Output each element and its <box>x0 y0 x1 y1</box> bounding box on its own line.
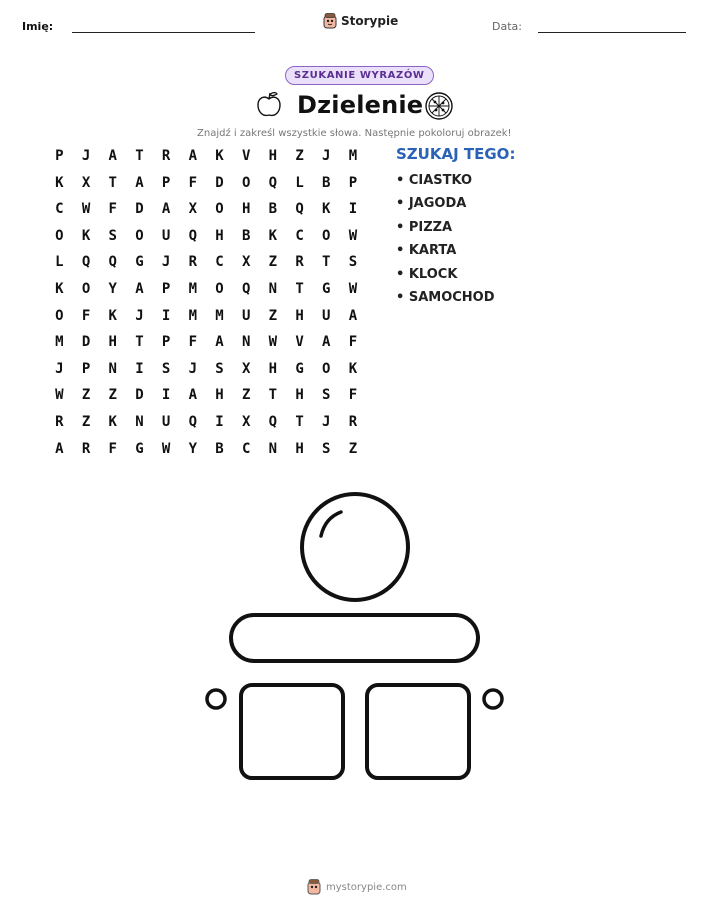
grid-cell[interactable]: M <box>215 307 224 324</box>
grid-cell[interactable]: H <box>295 387 304 404</box>
grid-cell[interactable]: H <box>215 387 224 404</box>
grid-cell[interactable]: F <box>188 174 197 191</box>
grid-cell[interactable]: A <box>108 148 117 164</box>
grid-cell[interactable]: V <box>295 334 304 351</box>
footer-url: mystorypie.com <box>326 881 407 893</box>
grid-cell[interactable]: I <box>348 201 358 218</box>
grid-cell[interactable]: Y <box>108 280 117 297</box>
storypie-mascot-icon <box>307 879 321 895</box>
grid-cell[interactable]: R <box>348 413 358 430</box>
grid-cell[interactable]: I <box>215 413 224 430</box>
grid-cell[interactable]: T <box>135 148 144 164</box>
grid-cell[interactable]: A <box>348 307 358 324</box>
picture-dot-right <box>484 690 502 708</box>
grid-cell[interactable]: Z <box>241 387 251 404</box>
grid-cell[interactable]: M <box>188 307 197 324</box>
grid-cell[interactable]: H <box>215 227 224 244</box>
grid-cell[interactable]: K <box>215 148 224 164</box>
grid-cell[interactable]: I <box>135 360 144 377</box>
grid-cell[interactable]: U <box>161 413 171 430</box>
grid-cell[interactable]: X <box>241 360 251 377</box>
grid-cell[interactable]: R <box>161 148 171 164</box>
grid-cell[interactable]: T <box>108 174 117 191</box>
grid-cell[interactable]: J <box>81 148 91 164</box>
grid-cell[interactable]: F <box>108 201 117 218</box>
grid-cell[interactable]: O <box>322 227 331 244</box>
grid-cell[interactable]: P <box>55 148 64 164</box>
grid-cell[interactable]: Q <box>188 413 197 430</box>
grid-cell[interactable]: W <box>268 334 278 351</box>
grid-cell[interactable]: J <box>55 360 64 377</box>
grid-cell[interactable]: O <box>55 227 64 244</box>
grid-cell[interactable]: J <box>161 254 171 271</box>
word-list-item: • SAMOCHOD <box>396 289 495 305</box>
brand-name: Storypie <box>341 14 399 28</box>
grid-cell[interactable]: J <box>188 360 197 377</box>
picture-dot-left <box>207 690 225 708</box>
grid-cell[interactable]: Q <box>81 254 91 271</box>
picture-highlight <box>321 512 341 536</box>
grid-cell[interactable]: F <box>188 334 197 351</box>
grid-cell[interactable]: P <box>161 334 171 351</box>
grid-cell[interactable]: K <box>55 280 64 297</box>
grid-cell[interactable]: X <box>81 174 91 191</box>
grid-cell[interactable]: Z <box>81 413 91 430</box>
grid-cell[interactable]: Z <box>268 307 278 324</box>
grid-cell[interactable]: Q <box>295 201 304 218</box>
grid-cell[interactable]: N <box>108 360 117 377</box>
grid-cell[interactable]: M <box>55 334 64 351</box>
grid-cell[interactable]: R <box>81 440 91 457</box>
grid-cell[interactable]: F <box>348 387 358 404</box>
grid-cell[interactable]: A <box>188 387 197 404</box>
grid-cell[interactable]: K <box>348 360 358 377</box>
grid-cell[interactable]: D <box>215 174 224 191</box>
grid-cell[interactable]: O <box>55 307 64 324</box>
grid-cell[interactable]: Q <box>268 413 278 430</box>
grid-cell[interactable]: F <box>348 334 358 351</box>
grid-cell[interactable]: O <box>215 280 224 297</box>
grid-cell[interactable]: N <box>268 440 278 457</box>
grid-cell[interactable]: G <box>135 440 144 457</box>
grid-cell[interactable]: A <box>135 174 144 191</box>
grid-cell[interactable]: P <box>81 360 91 377</box>
grid-cell[interactable]: C <box>241 440 251 457</box>
grid-cell[interactable]: U <box>161 227 171 244</box>
grid-cell[interactable]: S <box>161 360 171 377</box>
grid-cell[interactable]: P <box>161 174 171 191</box>
grid-cell[interactable]: D <box>135 201 144 218</box>
grid-cell[interactable]: G <box>135 254 144 271</box>
grid-cell[interactable]: U <box>241 307 251 324</box>
grid-cell[interactable]: S <box>108 227 117 244</box>
grid-cell[interactable]: D <box>135 387 144 404</box>
grid-cell[interactable]: W <box>55 387 64 404</box>
grid-cell[interactable]: T <box>135 334 144 351</box>
grid-cell[interactable]: Q <box>188 227 197 244</box>
activity-badge: SZUKANIE WYRAZÓW <box>285 66 434 85</box>
grid-cell[interactable]: K <box>108 413 117 430</box>
grid-cell[interactable]: X <box>188 201 197 218</box>
grid-cell[interactable]: T <box>268 387 278 404</box>
grid-cell[interactable]: K <box>108 307 117 324</box>
grid-cell[interactable]: K <box>322 201 331 218</box>
grid-cell[interactable]: C <box>215 254 224 271</box>
grid-cell[interactable]: H <box>268 360 278 377</box>
grid-cell[interactable]: W <box>348 280 358 297</box>
grid-cell[interactable]: K <box>81 227 91 244</box>
grid-cell[interactable]: J <box>322 148 331 164</box>
grid-cell[interactable]: B <box>215 440 224 457</box>
grid-cell[interactable]: S <box>322 387 331 404</box>
word-list-item: • KARTA <box>396 243 457 259</box>
grid-cell[interactable]: L <box>295 174 304 191</box>
grid-cell[interactable]: Q <box>268 174 278 191</box>
grid-cell[interactable]: Z <box>81 387 91 404</box>
grid-cell[interactable]: Q <box>108 254 117 271</box>
picture-box-left <box>241 685 343 778</box>
grid-cell[interactable]: H <box>295 440 304 457</box>
grid-cell[interactable]: Y <box>188 440 197 457</box>
grid-cell[interactable]: O <box>322 360 331 377</box>
grid-cell[interactable]: A <box>55 440 64 457</box>
grid-cell[interactable]: Z <box>108 387 117 404</box>
grid-cell[interactable]: W <box>348 227 358 244</box>
name-line[interactable] <box>72 32 255 33</box>
grid-cell[interactable]: H <box>241 201 251 218</box>
grid-cell[interactable]: K <box>55 174 64 191</box>
grid-cell[interactable]: R <box>188 254 197 271</box>
grid-cell[interactable]: X <box>241 254 251 271</box>
grid-cell[interactable]: Z <box>348 440 358 457</box>
coloring-picture <box>195 490 515 790</box>
grid-cell[interactable]: N <box>268 280 278 297</box>
name-label: Imię: <box>22 20 54 33</box>
grid-cell[interactable]: K <box>268 227 278 244</box>
grid-cell[interactable]: Z <box>295 148 304 164</box>
page-title: Dzielenie <box>297 91 424 119</box>
grid-cell[interactable]: S <box>215 360 224 377</box>
grid-cell[interactable]: O <box>215 201 224 218</box>
grid-cell[interactable]: O <box>81 280 91 297</box>
grid-cell[interactable]: O <box>241 174 251 191</box>
grid-cell[interactable]: J <box>135 307 144 324</box>
grid-cell[interactable]: O <box>135 227 144 244</box>
grid-cell[interactable]: H <box>295 307 304 324</box>
grid-cell[interactable]: I <box>161 307 171 324</box>
grid-cell[interactable]: N <box>241 334 251 351</box>
grid-cell[interactable]: C <box>55 201 64 218</box>
grid-cell[interactable]: C <box>295 227 304 244</box>
grid-cell[interactable]: S <box>348 254 358 271</box>
grid-cell[interactable]: W <box>161 440 171 457</box>
apple-icon <box>254 90 284 120</box>
grid-cell[interactable]: V <box>241 148 251 164</box>
picture-bar <box>231 615 478 661</box>
grid-cell[interactable]: M <box>188 280 197 297</box>
grid-cell[interactable]: B <box>241 227 251 244</box>
grid-cell[interactable]: P <box>161 280 171 297</box>
grid-cell[interactable]: U <box>322 307 331 324</box>
grid-cell[interactable]: B <box>268 201 278 218</box>
grid-cell[interactable]: G <box>295 360 304 377</box>
grid-cell[interactable]: F <box>81 307 91 324</box>
grid-cell[interactable]: N <box>135 413 144 430</box>
footer <box>307 879 407 895</box>
word-list-item: • KLOCK <box>396 266 458 282</box>
grid-cell[interactable]: A <box>161 201 171 218</box>
word-list-item: • JAGODA <box>396 196 467 212</box>
word-list-item: • PIZZA <box>396 219 453 235</box>
word-list <box>396 169 495 309</box>
grid-cell[interactable]: T <box>295 280 304 297</box>
grid-cell[interactable]: G <box>322 280 331 297</box>
grid-cell[interactable]: Q <box>241 280 251 297</box>
grid-cell[interactable]: J <box>322 413 331 430</box>
grid-cell[interactable]: H <box>108 334 117 351</box>
instructions: Znajdź i zakreśl wszystkie słowa. Następnie pokoloruj obrazek! <box>197 128 512 139</box>
grid-cell[interactable]: S <box>322 440 331 457</box>
grid-cell[interactable]: T <box>295 413 304 430</box>
picture-circle-head <box>302 494 408 600</box>
grid-cell[interactable]: L <box>55 254 64 271</box>
pizza-icon <box>424 91 454 121</box>
brand-logo <box>323 13 398 29</box>
grid-cell[interactable]: I <box>161 387 171 404</box>
grid-cell[interactable]: A <box>215 334 224 351</box>
grid-cell[interactable]: A <box>188 148 197 164</box>
grid-cell[interactable]: Z <box>268 254 278 271</box>
grid-cell[interactable]: H <box>268 148 278 164</box>
storypie-mascot-icon <box>323 13 337 29</box>
grid-cell[interactable]: A <box>135 280 144 297</box>
grid-cell[interactable]: M <box>348 148 358 164</box>
date-line[interactable] <box>538 32 686 33</box>
grid-cell[interactable]: X <box>241 413 251 430</box>
grid-cell[interactable]: W <box>81 201 91 218</box>
word-list-title: SZUKAJ TEGO: <box>396 145 516 163</box>
grid-cell[interactable]: A <box>322 334 331 351</box>
grid-cell[interactable]: R <box>55 413 64 430</box>
word-search-grid <box>46 143 366 462</box>
grid-cell[interactable]: R <box>295 254 304 271</box>
date-label: Data: <box>492 20 522 33</box>
word-list-item: • CIASTKO <box>396 173 473 188</box>
grid-cell[interactable]: T <box>322 254 331 271</box>
grid-cell[interactable]: P <box>348 174 358 191</box>
grid-cell[interactable]: F <box>108 440 117 457</box>
grid-cell[interactable]: D <box>81 334 91 351</box>
grid-cell[interactable]: B <box>322 174 331 191</box>
picture-box-right <box>367 685 469 778</box>
